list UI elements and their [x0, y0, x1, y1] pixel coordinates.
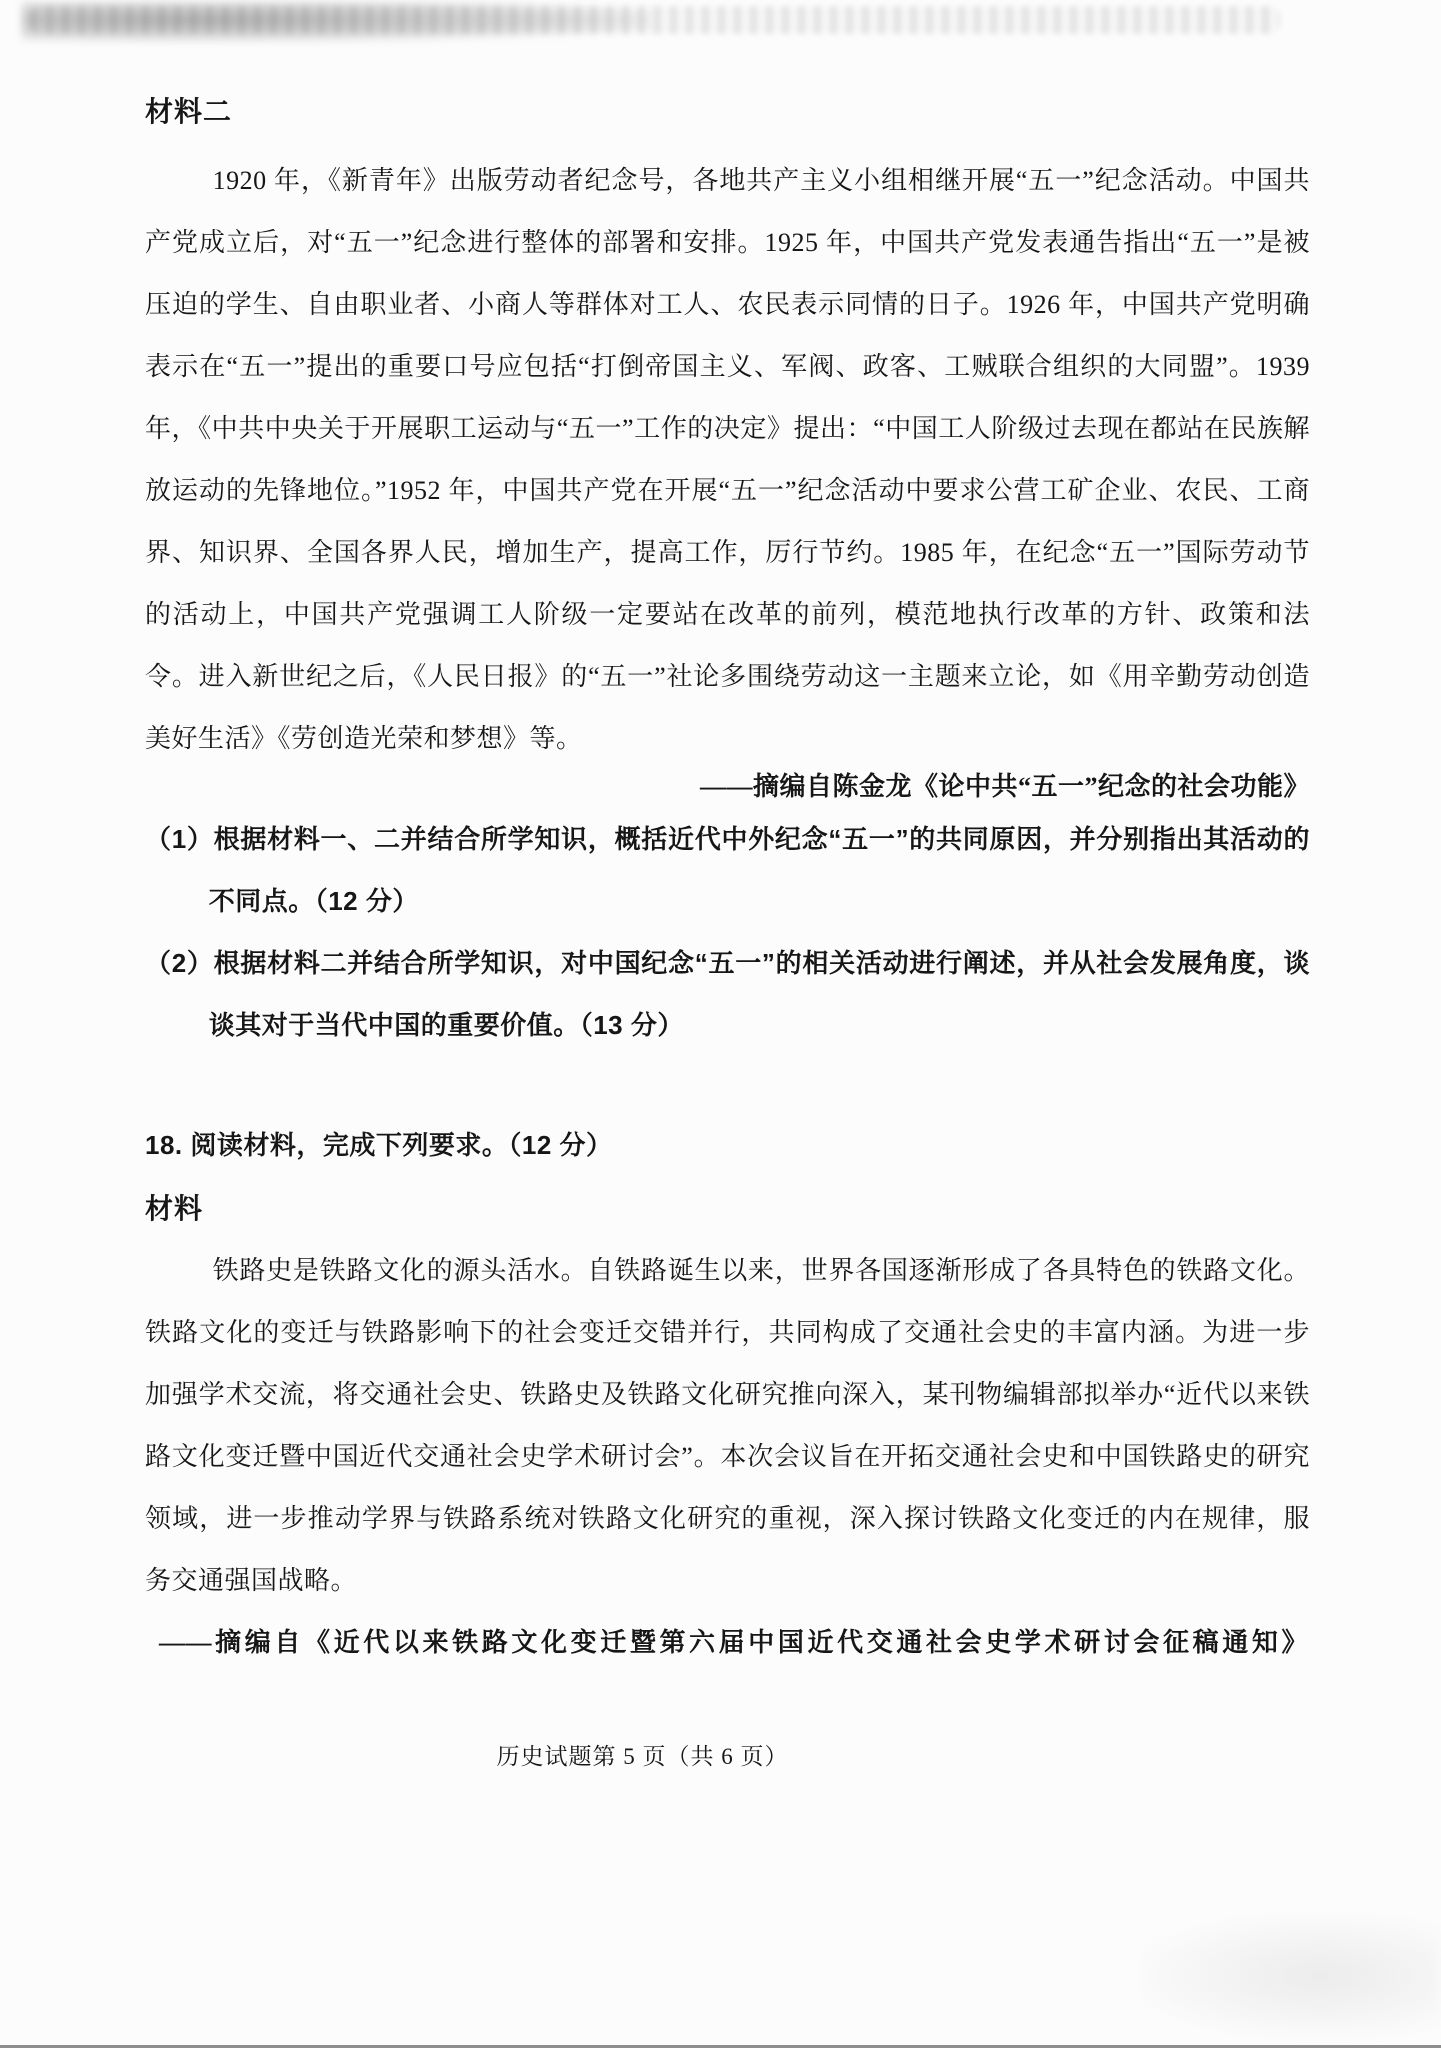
material2-heading: 材料二 [145, 96, 233, 127]
question-18-paragraph: 铁路史是铁路文化的源头活水。自铁路诞生以来，世界各国逐渐形成了各具特色的铁路文化。铁路文化的变迁与铁路影响下的社会变迁交错并行，共同构成了交通社会史的丰富内涵。为进一步加强学术交流，将交通社会史、铁路史及铁路文化研究推向深入，某刊物编辑部拟举办“近代以来铁路文化变迁暨中国近代交通社会史学术研讨会”。本次会议旨在开拓交通社会史和中国铁路史的研究领域，进一步推动学界与铁路系统对铁路文化研究的重视，深入探讨铁路文化变迁的内在规律，服务交通强国战略。 [145, 1256, 1310, 1595]
question-17-2: （2）根据材料二并结合所学知识，对中国纪念“五一”的相关活动进行阐述，并从社会发展角度，谈谈其对于当代中国的重要价值。（13 分） [145, 948, 1310, 1040]
page-footer: 历史试题第 5 页（共 6 页） [496, 1744, 789, 1769]
question-17-1: （1）根据材料一、二并结合所学知识，概括近代中外纪念“五一”的共同原因，并分别指出其活动的不同点。（12 分） [145, 824, 1310, 916]
scan-smudge-top-left [22, 2, 652, 42]
material2-source: ——摘编自陈金龙《论中共“五一”纪念的社会功能》 [699, 772, 1310, 801]
material2-paragraph: 1920 年，《新青年》出版劳动者纪念号，各地共产主义小组相继开展“五一”纪念活动。中国共产党成立后，对“五一”纪念进行整体的部署和安排。1925 年，中国共产党发表通告指出“五一”是被压迫的学生、自由职业者、小商人等群体对工人、农民表示同情的日子。1926 年，中国共产党明确表示在“五一”提出的重要口号应包括“打倒帝国主义、军阀、政客、工贼联合组织的大同盟”。1939 年，《中共中央关于开展职工运动与“五一”工作的决定》提出：“中国工人阶级过去现在都站在民族解放运动的先锋地位。”1952 年，中国共产党在开展“五一”纪念活动中要求公营工矿企业、农民、工商界、知识界、全国各界人民，增加生产，提高工作，厉行节约。1985 年，在纪念“五一”国际劳动节的活动上，中国共产党强调工人阶级一定要站在改革的前列，模范地执行改革的方针、政策和法令。进入新世纪之后，《人民日报》的“五一”社论多围绕劳动这一主题来立论，如《用辛勤劳动创造美好生活》《劳创造光荣和梦想》等。 [145, 166, 1310, 753]
page-content [145, 81, 1310, 1788]
question-18-material-heading: 材料 [145, 1193, 204, 1224]
question-18-title: 18. 阅读材料，完成下列要求。（12 分） [145, 1130, 613, 1160]
scan-blob-bottom-right [1141, 1916, 1441, 2036]
question-18-source: ——摘编自《近代以来铁路文化变迁暨第六届中国近代交通社会史学术研讨会征稿通知》 [159, 1628, 1308, 1657]
